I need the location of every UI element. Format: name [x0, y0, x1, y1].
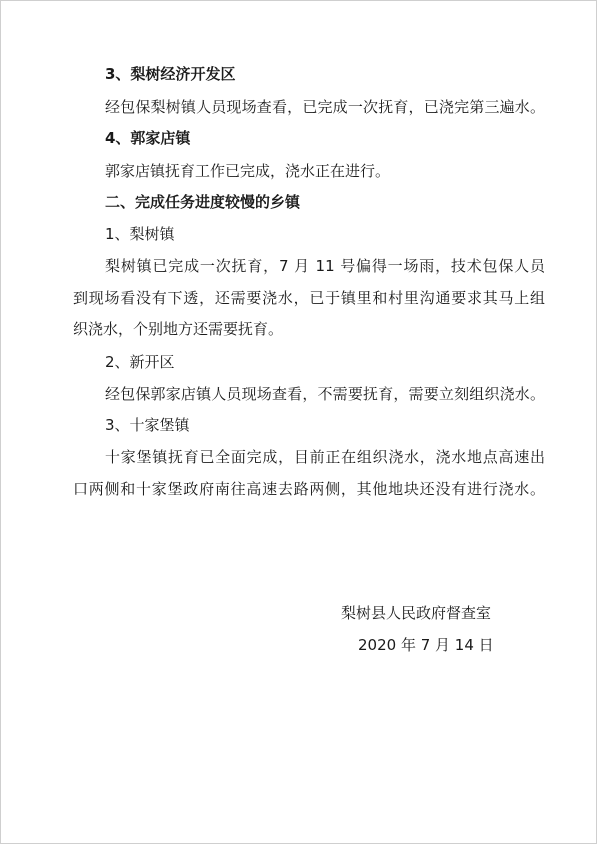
section-heading-guojiadian-town: 4、郭家店镇	[105, 129, 191, 147]
section-heading-xinkai-district: 2、新开区	[105, 353, 175, 371]
section-heading-slow-progress-towns: 二、完成任务进度较慢的乡镇	[105, 193, 301, 211]
section-heading-lishu-town: 1、梨树镇	[105, 225, 175, 243]
signature-organization: 梨树县人民政府督查室	[341, 604, 492, 622]
signature-date: 2020 年 7 月 14 日	[358, 636, 494, 654]
paragraph-line: 织浇水，个别地方还需要抚育。	[73, 320, 284, 338]
section-heading-shijiabu-town: 3、十家堡镇	[105, 416, 190, 434]
paragraph-line: 到现场看没有下透，还需要浇水，已于镇里和村里沟通要求其马上组	[73, 289, 545, 307]
paragraph-line: 口两侧和十家堡政府南往高速去路两侧，其他地块还没有进行浇水。	[73, 480, 545, 498]
paragraph-line: 郭家店镇抚育工作已完成，浇水正在进行。	[105, 162, 391, 180]
paragraph-line: 梨树镇已完成一次抚育，7 月 11 号偏得一场雨，技术包保人员	[105, 257, 545, 275]
paragraph-line: 十家堡镇抚育已全面完成，目前正在组织浇水，浇水地点高速出	[105, 448, 545, 466]
section-heading-lishu-econ-dev-zone: 3、梨树经济开发区	[105, 65, 236, 83]
paragraph-line: 经包保梨树镇人员现场查看，已完成一次抚育，已浇完第三遍水。	[105, 98, 545, 116]
paragraph-line: 经包保郭家店镇人员现场查看，不需要抚育，需要立刻组织浇水。	[105, 385, 545, 403]
